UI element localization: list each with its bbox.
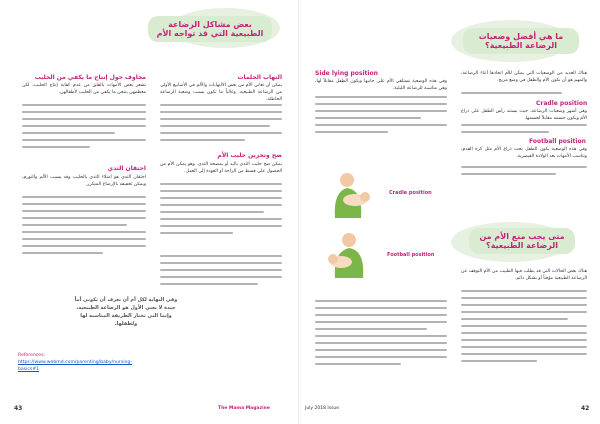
para-football: وفي هذه الوضعية يكون الطفل تحت ذراع الأم مثل كرة القدم، وتناسب الأمهات بعد الولادة القيصرية. <box>461 147 587 159</box>
closing-quote: وفي النهاية لكل أم أن تعرف أن تكوني أماً جيدة لا يعني الأول هو الرضاعة الطبيعية، وإنما التي تختار الطريقة المناسبة لها ولطفلها. <box>74 297 178 327</box>
text-block-supply <box>22 104 146 153</box>
text-block-lower-left <box>315 300 447 370</box>
page-42 <box>301 0 600 424</box>
stop-breastfeeding-banner: متى يجب منع الأم من الرضاعة الطبيعية؟ <box>469 228 575 254</box>
text-block-nipple <box>160 104 282 146</box>
references <box>18 352 132 373</box>
page-43 <box>0 0 299 424</box>
para-engorgement: احتقان الثدي هو امتلاء الثدي بالحليب وقد يسبب الألم والتورم، ويمكن تخفيفه بالإرضاع المتكرر. <box>22 175 146 187</box>
para-pumping: يمكن ضخ حليب الثدي باليد أو بمضخة الثدي. وهو يمكن الأم من الحصول على قسط من الراحة أو العودة إلى العمل. <box>160 162 282 174</box>
para-cradle: وهي أشهر وضعيات الرضاعة، حيث يستند رأس الطفل على ذراع الأم ويكون جسمه مقابلاً لجسمها. <box>461 109 587 121</box>
page-number-43: 43 <box>14 405 23 412</box>
reference-link[interactable]: https://www.webmd.com/parenting/baby/nursing-basics#1 <box>18 360 132 372</box>
caption-football: Football position <box>387 252 435 258</box>
references-label: References: <box>18 353 46 358</box>
problems-banner: بعض مشاكل الرضاعة الطبيعية التي قد تواجه الأم <box>148 16 272 42</box>
text-block-cradle <box>461 124 587 138</box>
heading-engorgement: احتقان الثدي <box>107 165 146 172</box>
text-block-side <box>315 96 447 138</box>
text-block-stop <box>461 290 587 367</box>
magazine-brand: The Mama Magazine <box>218 406 270 411</box>
para-positions-intro: هناك العديد من الوضعيات التي يمكن للأم اتخاذها أثناء الرضاعة، والمهم هو أن تكون الأم والطفل في وضع مريح. <box>461 71 587 83</box>
football-position-illustration <box>323 230 379 280</box>
para-side-lying: وفي هذه الوضعية تستلقي الأم على جانبها ويكون الطفل مقابلاً لها، وهي مناسبة للرضاعة الليلية. <box>315 79 447 91</box>
text-block-pumping-2 <box>160 255 282 290</box>
heading-cradle: Cradle position <box>536 100 588 107</box>
para-stop: هناك بعض الحالات التي قد يطلب فيها الطبيب من الأم التوقف عن الرضاعة الطبيعية مؤقتاً أو بشكل دائم. <box>461 269 587 281</box>
para-nipple-pain: يمكن أن تعاني الأم من بعض الالتهابات والألم في الأسابيع الأولى من الرضاعة الطبيعية. وغالباً ما تكون بسبب وضعية الرضاعة الخاطئة. <box>160 83 282 102</box>
heading-milk-supply: مخاوف حول إنتاج ما يكفي من الحليب <box>34 74 146 81</box>
heading-nipple-pain: التهاب الحلمات <box>237 74 282 81</box>
positions-banner: ما هي أفضل وضعيات الرضاعة الطبيعية؟ <box>463 28 579 54</box>
text-block-pumping <box>160 183 282 239</box>
heading-side-lying: Side lying position <box>315 70 378 77</box>
heading-football: Football position <box>529 138 586 145</box>
para-milk-supply: تشعر بعض الأمهات بالقلق من عدم كفاية إنتاج الحليب، لكن معظمهن ينتجن ما يكفي من الحليب لأطفالهن. <box>22 83 146 95</box>
text-block-engorgement <box>22 196 146 259</box>
heading-pumping: ضخ وتخزين حليب الأم <box>217 152 282 159</box>
text-block-football <box>461 166 587 180</box>
cradle-position-illustration <box>325 170 381 220</box>
text-block-intro <box>461 92 587 99</box>
page-number-42: 42 <box>581 405 590 412</box>
caption-cradle: Cradle position <box>389 190 432 196</box>
issue-label: July 2018 Issue <box>305 406 340 411</box>
